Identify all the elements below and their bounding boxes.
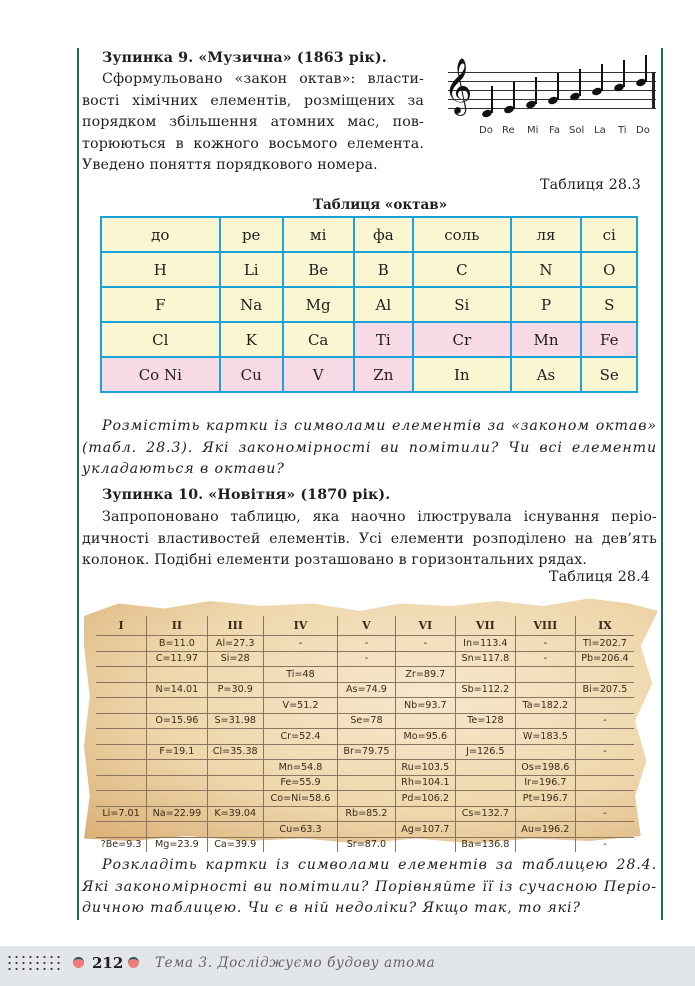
octave-element-cell: Na — [220, 287, 283, 322]
octave-element-cell: O — [581, 252, 637, 287]
element-cell: ?Be=9.3 — [100, 839, 142, 851]
element-cell: Ru=103.5 — [395, 760, 455, 776]
group-header: II — [147, 616, 208, 636]
element-cell — [515, 744, 575, 760]
element-cell: Sn=117.8 — [455, 651, 515, 667]
element-cell: - — [395, 636, 455, 652]
octave-element-cell: Si — [413, 287, 510, 322]
element-cell — [263, 651, 337, 667]
octave-element-cell: P — [511, 287, 582, 322]
page-footer — [0, 946, 695, 986]
element-cell: Si=28 — [207, 651, 263, 667]
element-cell: - — [515, 651, 575, 667]
paragraph-line: торюються в кожного восьмого елемента. — [82, 135, 424, 152]
element-cell: - — [575, 806, 634, 822]
paragraph-line: вості хімічних елементів, розміщених за — [82, 92, 424, 109]
element-cell: Ti=48 — [263, 667, 337, 683]
table-row — [96, 822, 634, 838]
treble-clef-icon: 𝄞 — [444, 58, 473, 114]
element-cell: Os=198.6 — [515, 760, 575, 776]
barline — [652, 72, 655, 108]
octave-row — [101, 357, 637, 392]
element-cell: Rb=85.2 — [338, 806, 396, 822]
margin-rule-left — [77, 48, 79, 920]
table-row — [96, 837, 634, 852]
element-cell — [147, 729, 208, 745]
paragraph-line: Сформульовано «закон октав»: власти- — [102, 71, 424, 87]
element-cell: Cu=63.3 — [263, 822, 337, 838]
octave-element-cell: V — [283, 357, 354, 392]
element-cell: Br=79.75 — [338, 744, 396, 760]
note-label: Fa — [549, 125, 560, 136]
element-cell: Ir=196.7 — [515, 775, 575, 791]
mendeleev-1870-table — [96, 616, 634, 852]
element-cell — [96, 667, 147, 683]
element-cell — [395, 651, 455, 667]
element-cell — [207, 822, 263, 838]
element-cell: P=30.9 — [207, 682, 263, 698]
group-header: III — [207, 616, 263, 636]
paragraph-line: Розкладіть картки із символами елементів за таблицею 28.4. — [102, 857, 657, 873]
element-cell — [96, 775, 147, 791]
element-cell — [515, 837, 575, 852]
octave-element-cell: C — [413, 252, 510, 287]
element-cell — [207, 667, 263, 683]
paragraph-line: дичною таблицею. Чи є в ній недоліки? Якщо так, то які? — [82, 900, 581, 917]
element-cell: Ta=182.2 — [515, 698, 575, 714]
paragraph-line: Розмістіть картки із символами елементів за «законом октав» — [102, 418, 657, 434]
octave-element-cell: Be — [283, 252, 354, 287]
element-cell: O=15.96 — [147, 713, 208, 729]
element-cell — [338, 667, 396, 683]
element-cell: V=51.2 — [263, 698, 337, 714]
element-cell — [455, 667, 515, 683]
element-cell: As=74.9 — [338, 682, 396, 698]
table-row — [96, 744, 634, 760]
element-cell — [147, 791, 208, 807]
paragraph-line: Запропоновано таблицю, яка наочно ілюструвала існування періо- — [102, 509, 657, 525]
octave-element-cell: Ca — [283, 322, 354, 357]
element-cell — [263, 682, 337, 698]
element-cell: Cl=35.38 — [207, 744, 263, 760]
element-cell: Cs=132.7 — [455, 806, 515, 822]
element-cell: Sr=87.0 — [338, 837, 396, 852]
element-cell — [147, 698, 208, 714]
element-cell: - — [338, 636, 396, 652]
element-cell — [455, 729, 515, 745]
element-cell — [263, 744, 337, 760]
element-cell — [515, 713, 575, 729]
element-cell: W=183.5 — [515, 729, 575, 745]
table-row — [96, 667, 634, 683]
octave-element-cell: Cr — [413, 322, 510, 357]
element-cell: K=39.04 — [207, 806, 263, 822]
octave-element-cell: S — [581, 287, 637, 322]
octave-note-header: до — [101, 217, 220, 252]
element-cell: J=126.5 — [455, 744, 515, 760]
element-cell — [207, 775, 263, 791]
octave-element-cell: N — [511, 252, 582, 287]
element-cell — [395, 806, 455, 822]
element-cell: Nb=93.7 — [395, 698, 455, 714]
octave-element-cell: Co Ni — [101, 357, 220, 392]
element-cell — [575, 822, 634, 838]
octave-element-cell: F — [101, 287, 220, 322]
element-cell: - — [575, 744, 634, 760]
element-cell: S=31.98 — [207, 713, 263, 729]
note-label: Ti — [618, 125, 627, 136]
bullet-dot-icon — [73, 957, 84, 968]
element-cell: Na=22.99 — [147, 806, 208, 822]
element-cell — [338, 729, 396, 745]
element-cell — [147, 775, 208, 791]
octave-element-cell: B — [354, 252, 414, 287]
element-cell — [96, 760, 147, 776]
octave-element-cell: H — [101, 252, 220, 287]
octave-element-cell: Mn — [511, 322, 582, 357]
element-cell: - — [263, 636, 337, 652]
octave-element-cell: Se — [581, 357, 637, 392]
task1-paragraph — [82, 416, 657, 481]
dot-pattern-decoration — [6, 954, 60, 974]
element-cell — [207, 791, 263, 807]
octave-element-cell: Ti — [354, 322, 414, 357]
table-28-4-label: Таблиця 28.4 — [549, 569, 650, 585]
table-row — [96, 682, 634, 698]
octave-note-header: ре — [220, 217, 283, 252]
note-label: Do — [479, 125, 493, 136]
octave-element-cell: Li — [220, 252, 283, 287]
element-cell — [395, 713, 455, 729]
table-28-3-label: Таблиця 28.3 — [540, 177, 641, 193]
stop9-heading: Зупинка 9. «Музична» (1863 рік). — [102, 50, 387, 66]
element-cell — [147, 760, 208, 776]
element-cell: Mo=95.6 — [395, 729, 455, 745]
element-cell: Mn=54.8 — [263, 760, 337, 776]
paragraph-line: порядком збільшення атомних мас, пов- — [82, 114, 424, 131]
group-header: IX — [575, 616, 634, 636]
element-cell: - — [575, 713, 634, 729]
element-cell — [207, 698, 263, 714]
table-row — [96, 713, 634, 729]
paragraph-line: (табл. 28.3). Які закономірності ви помітили? Чи всі елементи — [82, 439, 657, 456]
element-cell — [96, 729, 147, 745]
element-cell — [575, 791, 634, 807]
element-cell — [515, 682, 575, 698]
table-row — [96, 760, 634, 776]
element-cell: Ag=107.7 — [395, 822, 455, 838]
group-header: VIII — [515, 616, 575, 636]
octave-row — [101, 322, 637, 357]
element-cell — [455, 698, 515, 714]
element-cell — [96, 682, 147, 698]
element-cell: - — [575, 837, 634, 852]
group-header: IV — [263, 616, 337, 636]
paragraph-line: колонок. Подібні елементи розташовано в горизонтальних рядах. — [82, 552, 588, 569]
element-cell: Co=Ni=58.6 — [263, 791, 337, 807]
element-cell — [96, 713, 147, 729]
element-cell — [575, 667, 634, 683]
octave-note-header: соль — [413, 217, 510, 252]
element-cell — [96, 636, 147, 652]
element-cell — [515, 806, 575, 822]
element-cell — [455, 791, 515, 807]
element-cell — [338, 791, 396, 807]
margin-rule-right — [661, 48, 663, 920]
table-row — [96, 791, 634, 807]
element-cell: Cr=52.4 — [263, 729, 337, 745]
element-cell: - — [338, 651, 396, 667]
table-row — [96, 636, 634, 652]
element-cell: Tl=202.7 — [575, 636, 634, 652]
element-cell — [575, 729, 634, 745]
table-row — [96, 651, 634, 667]
octave-element-cell: Zn — [354, 357, 414, 392]
chapter-topic: Тема 3. Досліджуємо будову атома — [155, 955, 436, 971]
element-cell — [147, 667, 208, 683]
element-cell — [96, 698, 147, 714]
element-cell: Se=78 — [338, 713, 396, 729]
element-cell — [575, 775, 634, 791]
paragraph-line: укладаються в октави? — [82, 461, 285, 478]
page-number: 212 — [92, 954, 124, 972]
element-cell — [96, 651, 147, 667]
element-cell — [263, 806, 337, 822]
music-staff-illustration — [438, 46, 660, 142]
task2-paragraph — [82, 855, 657, 920]
element-cell — [207, 760, 263, 776]
element-cell — [338, 698, 396, 714]
octave-element-cell: In — [413, 357, 510, 392]
element-cell — [575, 698, 634, 714]
octave-note-header: сі — [581, 217, 637, 252]
group-header: I — [96, 616, 147, 636]
table-row — [96, 729, 634, 745]
octave-element-cell: Cl — [101, 322, 220, 357]
note-label: Mi — [527, 125, 539, 136]
element-cell: Al=27.3 — [207, 636, 263, 652]
octave-element-cell: K — [220, 322, 283, 357]
element-cell: B=11.0 — [147, 636, 208, 652]
group-header: V — [338, 616, 396, 636]
element-cell: Au=196.2 — [515, 822, 575, 838]
element-cell: Zr=89.7 — [395, 667, 455, 683]
element-cell: Mg=23.9 — [147, 837, 208, 852]
stop10-heading: Зупинка 10. «Новітня» (1870 рік). — [102, 487, 391, 503]
octave-element-cell: Mg — [283, 287, 354, 322]
octave-element-cell: Fe — [581, 322, 637, 357]
element-cell: Te=128 — [455, 713, 515, 729]
element-cell: In=113.4 — [455, 636, 515, 652]
group-header: VI — [395, 616, 455, 636]
element-cell — [96, 822, 147, 838]
paragraph-line: дичності властивостей елементів. Усі елементи розподілено на дев’ять — [82, 530, 657, 547]
octave-element-cell: Cu — [220, 357, 283, 392]
octave-row — [101, 287, 637, 322]
element-cell — [515, 667, 575, 683]
element-cell: Pb=206.4 — [575, 651, 634, 667]
table-row — [96, 698, 634, 714]
element-cell: Sb=112.2 — [455, 682, 515, 698]
element-cell — [147, 822, 208, 838]
element-cell — [455, 822, 515, 838]
element-cell: Ca=39.9 — [207, 837, 263, 852]
octave-table — [100, 216, 638, 393]
bullet-dot-icon — [128, 957, 139, 968]
octave-row — [101, 217, 637, 252]
note-label: Re — [502, 125, 515, 136]
element-cell — [96, 791, 147, 807]
element-cell: Rh=104.1 — [395, 775, 455, 791]
element-cell — [575, 760, 634, 776]
element-cell — [395, 744, 455, 760]
element-cell: F=19.1 — [147, 744, 208, 760]
stop10-paragraph — [82, 507, 657, 572]
element-cell — [455, 775, 515, 791]
element-cell: Ba=136.8 — [455, 837, 515, 852]
octave-note-header: фа — [354, 217, 414, 252]
table-row — [96, 775, 634, 791]
group-header: VII — [455, 616, 515, 636]
element-cell: N=14.01 — [147, 682, 208, 698]
element-cell: Bi=207.5 — [575, 682, 634, 698]
table-row — [96, 806, 634, 822]
element-cell — [338, 775, 396, 791]
element-cell: Fe=55.9 — [263, 775, 337, 791]
element-cell — [395, 682, 455, 698]
paragraph-line: Уведено поняття порядкового номера. — [82, 157, 378, 174]
element-cell: Pt=196.7 — [515, 791, 575, 807]
octave-note-header: ля — [511, 217, 582, 252]
element-cell — [263, 837, 337, 852]
element-cell: Li=7.01 — [96, 806, 147, 822]
octave-table-title: Таблиця «октав» — [312, 197, 448, 213]
element-cell — [338, 760, 396, 776]
element-cell: Pd=106.2 — [395, 791, 455, 807]
note-label: Sol — [569, 125, 585, 136]
element-cell — [207, 729, 263, 745]
octave-element-cell: As — [511, 357, 582, 392]
paragraph-line: Які закономірності ви помітили? Порівняйте її із сучасною Періо- — [82, 878, 657, 895]
element-cell — [263, 713, 337, 729]
element-cell — [338, 822, 396, 838]
element-cell — [96, 744, 147, 760]
octave-row — [101, 252, 637, 287]
stop9-paragraph — [82, 69, 424, 177]
octave-element-cell: Al — [354, 287, 414, 322]
octave-note-header: мі — [283, 217, 354, 252]
note-label: Do — [636, 125, 650, 136]
element-cell — [395, 837, 455, 852]
note-label: La — [594, 125, 606, 136]
element-cell — [455, 760, 515, 776]
element-cell: C=11.97 — [147, 651, 208, 667]
element-cell: - — [515, 636, 575, 652]
